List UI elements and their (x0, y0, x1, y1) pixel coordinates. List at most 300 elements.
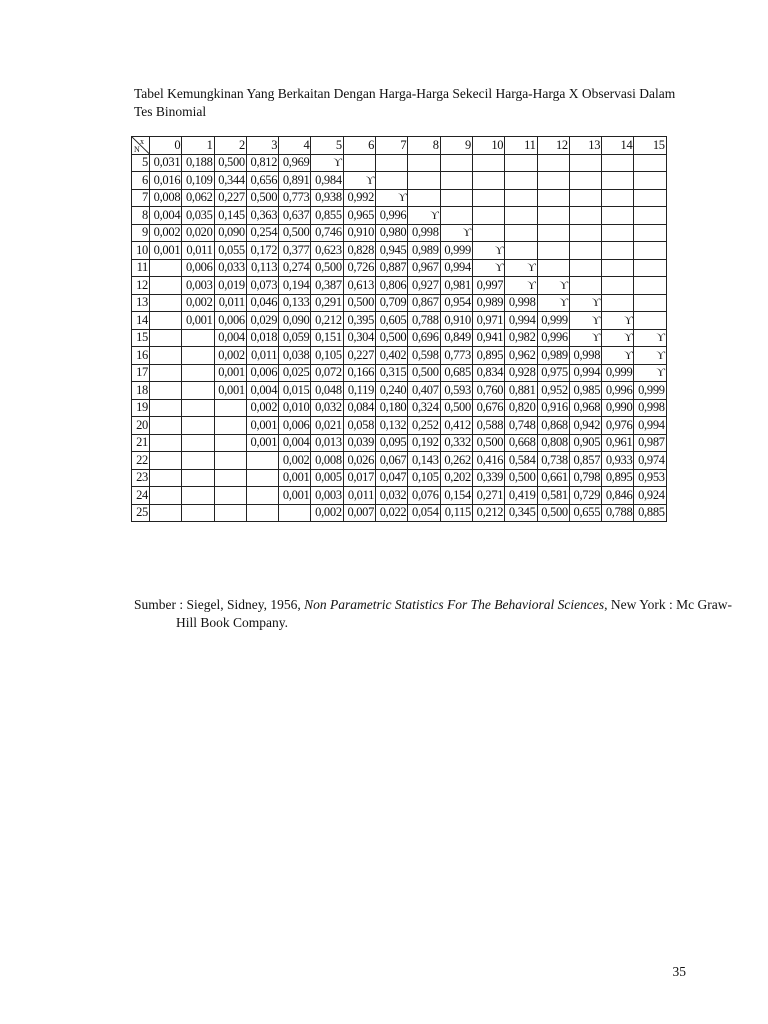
header-x-3: 3 (246, 137, 278, 155)
row-n-label: 7 (132, 189, 150, 207)
table-cell: 0,500 (472, 434, 504, 452)
header-x-13: 13 (569, 137, 601, 155)
table-cell (214, 399, 246, 417)
table-cell (150, 312, 182, 330)
table-cell (182, 469, 214, 487)
table-row (132, 312, 667, 330)
table-cell (537, 259, 569, 277)
table-cell: 0,315 (376, 364, 408, 382)
table-cell (214, 434, 246, 452)
table-cell: 0,304 (343, 329, 375, 347)
table-cell (602, 172, 634, 190)
table-cell: 0,500 (343, 294, 375, 312)
table-cell: 0,945 (376, 242, 408, 260)
table-cell: 0,746 (311, 224, 343, 242)
table-row (132, 364, 667, 382)
table-cell: 0,076 (408, 487, 440, 505)
table-cell: 0,001 (279, 469, 311, 487)
table-cell: 0,967 (408, 259, 440, 277)
table-cell (182, 452, 214, 470)
table-cell: 0,992 (343, 189, 375, 207)
table-cell: 0,035 (182, 207, 214, 225)
table-cell: 0,025 (279, 364, 311, 382)
table-cell: 0,073 (246, 277, 278, 295)
table-cell: 0,395 (343, 312, 375, 330)
row-n-label: 6 (132, 172, 150, 190)
row-n-label: 5 (132, 154, 150, 172)
table-cell: 0,738 (537, 452, 569, 470)
table-cell: 0,500 (311, 259, 343, 277)
table-cell: 0,018 (246, 329, 278, 347)
table-cell: 0,072 (311, 364, 343, 382)
table-cell (505, 242, 537, 260)
table-cell (569, 189, 601, 207)
source-suffix: , New York : Mc Graw-Hill Book Company. (176, 597, 732, 630)
table-cell: 0,154 (440, 487, 472, 505)
table-cell: 0,419 (505, 487, 537, 505)
table-cell: 0,812 (246, 154, 278, 172)
table-cell (569, 277, 601, 295)
table-cell: 0,605 (376, 312, 408, 330)
table-cell (537, 172, 569, 190)
table-cell: 0,910 (343, 224, 375, 242)
table-cell: 0,412 (440, 417, 472, 435)
table-cell: 0,003 (311, 487, 343, 505)
table-row (132, 242, 667, 260)
table-cell: 0,773 (440, 347, 472, 365)
table-cell: 0,132 (376, 417, 408, 435)
source-citation (134, 596, 736, 632)
table-cell: 0,002 (150, 224, 182, 242)
table-cell: 0,332 (440, 434, 472, 452)
table-cell: 0,006 (246, 364, 278, 382)
table-cell: 0,998 (634, 399, 666, 417)
table-cell (150, 329, 182, 347)
header-x-4: 4 (279, 137, 311, 155)
table-cell: 0,227 (214, 189, 246, 207)
table-cell: 0,344 (214, 172, 246, 190)
table-cell: 0,676 (472, 399, 504, 417)
table-cell (602, 207, 634, 225)
table-cell (537, 242, 569, 260)
row-n-label: 10 (132, 242, 150, 260)
table-cell: ϒ (311, 154, 343, 172)
table-cell: 0,105 (408, 469, 440, 487)
table-cell: 0,976 (602, 417, 634, 435)
table-cell (150, 294, 182, 312)
table-cell (472, 172, 504, 190)
corner-n-label: N (134, 144, 140, 154)
table-cell (472, 224, 504, 242)
table-cell: ϒ (505, 259, 537, 277)
table-row (132, 452, 667, 470)
table-cell: 0,015 (279, 382, 311, 400)
table-row (132, 189, 667, 207)
table-cell (440, 172, 472, 190)
table-cell: 0,623 (311, 242, 343, 260)
table-cell: 0,773 (279, 189, 311, 207)
table-cell: 0,895 (602, 469, 634, 487)
table-cell (537, 154, 569, 172)
table-cell: 0,008 (311, 452, 343, 470)
table-cell: 0,212 (472, 504, 504, 522)
row-n-label: 12 (132, 277, 150, 295)
table-row (132, 417, 667, 435)
row-n-label: 15 (132, 329, 150, 347)
table-cell (150, 399, 182, 417)
table-cell (150, 452, 182, 470)
table-row (132, 277, 667, 295)
row-n-label: 13 (132, 294, 150, 312)
table-cell (537, 224, 569, 242)
table-cell: 0,407 (408, 382, 440, 400)
table-cell: 0,849 (440, 329, 472, 347)
row-n-label: 22 (132, 452, 150, 470)
table-cell: 0,729 (569, 487, 601, 505)
page-number: 35 (672, 964, 686, 979)
table-cell: 0,910 (440, 312, 472, 330)
table-cell: 0,001 (246, 417, 278, 435)
table-cell (472, 207, 504, 225)
table-cell (182, 417, 214, 435)
table-cell: 0,047 (376, 469, 408, 487)
table-cell (408, 172, 440, 190)
table-cell: 0,924 (634, 487, 666, 505)
row-n-label: 16 (132, 347, 150, 365)
source-prefix: Sumber : Siegel, Sidney, 1956, (134, 597, 305, 612)
table-cell: 0,500 (408, 364, 440, 382)
table-cell: 0,820 (505, 399, 537, 417)
table-cell (214, 504, 246, 522)
table-cell: 0,998 (408, 224, 440, 242)
table-cell: 0,867 (408, 294, 440, 312)
table-cell: ϒ (537, 294, 569, 312)
table-cell: 0,500 (505, 469, 537, 487)
table-cell: 0,933 (602, 452, 634, 470)
table-cell: 0,962 (505, 347, 537, 365)
header-x-6: 6 (343, 137, 375, 155)
table-cell: 0,999 (440, 242, 472, 260)
table-cell: 0,996 (602, 382, 634, 400)
table-cell (440, 154, 472, 172)
table-row (132, 399, 667, 417)
table-cell: 0,974 (634, 452, 666, 470)
table-row (132, 434, 667, 452)
table-cell (634, 224, 666, 242)
table-cell (150, 277, 182, 295)
corner-x-label: x (140, 137, 144, 146)
table-cell (634, 172, 666, 190)
table-cell: 0,016 (150, 172, 182, 190)
table-cell: ϒ (634, 329, 666, 347)
table-cell (569, 154, 601, 172)
table-cell: 0,227 (343, 347, 375, 365)
table-cell: 0,387 (311, 277, 343, 295)
table-cell: 0,008 (150, 189, 182, 207)
table-cell (343, 154, 375, 172)
row-n-label: 25 (132, 504, 150, 522)
table-cell: 0,022 (376, 504, 408, 522)
table-cell: 0,031 (150, 154, 182, 172)
table-cell: 0,005 (311, 469, 343, 487)
table-cell: 0,760 (472, 382, 504, 400)
table-cell: 0,987 (634, 434, 666, 452)
table-cell: 0,990 (602, 399, 634, 417)
table-cell (246, 469, 278, 487)
table-cell: 0,007 (343, 504, 375, 522)
header-x-2: 2 (214, 137, 246, 155)
table-cell (602, 294, 634, 312)
table-cell: 0,038 (279, 347, 311, 365)
table-cell: 0,726 (343, 259, 375, 277)
table-cell: 0,637 (279, 207, 311, 225)
table-cell: 0,927 (408, 277, 440, 295)
table-cell: 0,002 (279, 452, 311, 470)
table-cell: 0,067 (376, 452, 408, 470)
table-cell (505, 189, 537, 207)
table-cell: 0,984 (311, 172, 343, 190)
table-row (132, 504, 667, 522)
table-cell (537, 189, 569, 207)
table-row (132, 469, 667, 487)
header-x-15: 15 (634, 137, 666, 155)
table-cell: 0,668 (505, 434, 537, 452)
table-cell: 0,363 (246, 207, 278, 225)
table-cell: ϒ (505, 277, 537, 295)
table-cell (150, 434, 182, 452)
table-cell: 0,834 (472, 364, 504, 382)
table-cell: ϒ (602, 329, 634, 347)
table-cell: 0,115 (440, 504, 472, 522)
table-cell (214, 487, 246, 505)
table-cell: 0,981 (440, 277, 472, 295)
table-cell: 0,151 (311, 329, 343, 347)
table-cell (150, 487, 182, 505)
table-cell: 0,017 (343, 469, 375, 487)
table-cell: 0,172 (246, 242, 278, 260)
table-cell: ϒ (472, 242, 504, 260)
table-cell (634, 207, 666, 225)
table-row (132, 487, 667, 505)
source-book-title: Non Parametric Statistics For The Behavioral Sciences (304, 597, 605, 612)
table-cell: 0,029 (246, 312, 278, 330)
table-cell (214, 417, 246, 435)
table-cell: 0,004 (214, 329, 246, 347)
table-cell: 0,999 (537, 312, 569, 330)
header-x-10: 10 (472, 137, 504, 155)
table-cell: 0,055 (214, 242, 246, 260)
table-cell: 0,916 (537, 399, 569, 417)
table-cell: 0,090 (279, 312, 311, 330)
corner-cell (132, 137, 150, 155)
table-cell: 0,240 (376, 382, 408, 400)
table-cell: 0,324 (408, 399, 440, 417)
row-n-label: 23 (132, 469, 150, 487)
table-cell: 0,054 (408, 504, 440, 522)
table-cell (569, 172, 601, 190)
table-cell: ϒ (569, 294, 601, 312)
table-cell: 0,021 (311, 417, 343, 435)
table-cell: 0,868 (537, 417, 569, 435)
table-cell (569, 242, 601, 260)
table-cell: 0,942 (569, 417, 601, 435)
table-cell: 0,113 (246, 259, 278, 277)
table-cell: ϒ (569, 312, 601, 330)
row-n-label: 8 (132, 207, 150, 225)
table-cell: 0,145 (214, 207, 246, 225)
table-cell: 0,194 (279, 277, 311, 295)
table-cell: 0,994 (440, 259, 472, 277)
table-cell: ϒ (602, 312, 634, 330)
table-cell: 0,500 (279, 224, 311, 242)
table-cell: 0,952 (537, 382, 569, 400)
table-cell (569, 207, 601, 225)
table-cell: 0,046 (246, 294, 278, 312)
table-cell (182, 382, 214, 400)
table-cell: 0,011 (182, 242, 214, 260)
table-cell: 0,011 (214, 294, 246, 312)
table-cell: 0,002 (246, 399, 278, 417)
table-cell: 0,969 (279, 154, 311, 172)
table-cell (150, 382, 182, 400)
table-cell: 0,105 (311, 347, 343, 365)
table-cell (182, 364, 214, 382)
table-cell: 0,941 (472, 329, 504, 347)
table-cell: 0,996 (537, 329, 569, 347)
table-cell: 0,133 (279, 294, 311, 312)
table-cell: 0,109 (182, 172, 214, 190)
table-cell: 0,581 (537, 487, 569, 505)
table-cell: 0,006 (279, 417, 311, 435)
table-cell: 0,119 (343, 382, 375, 400)
table-cell: 0,001 (214, 382, 246, 400)
header-x-1: 1 (182, 137, 214, 155)
row-n-label: 21 (132, 434, 150, 452)
table-cell: 0,500 (376, 329, 408, 347)
table-cell: 0,010 (279, 399, 311, 417)
table-row (132, 347, 667, 365)
table-cell (246, 504, 278, 522)
table-cell: 0,798 (569, 469, 601, 487)
table-cell: 0,377 (279, 242, 311, 260)
table-cell: 0,084 (343, 399, 375, 417)
table-cell: 0,846 (602, 487, 634, 505)
table-cell: 0,997 (472, 277, 504, 295)
table-cell (279, 504, 311, 522)
table-cell: 0,885 (634, 504, 666, 522)
table-cell (376, 154, 408, 172)
table-cell (602, 154, 634, 172)
table-cell: 0,180 (376, 399, 408, 417)
table-cell: 0,048 (311, 382, 343, 400)
table-cell: 0,004 (246, 382, 278, 400)
row-n-label: 20 (132, 417, 150, 435)
table-cell (246, 487, 278, 505)
table-cell: 0,999 (634, 382, 666, 400)
table-cell (569, 259, 601, 277)
table-row (132, 294, 667, 312)
table-cell: 0,806 (376, 277, 408, 295)
table-cell (634, 259, 666, 277)
table-row (132, 154, 667, 172)
table-cell: 0,709 (376, 294, 408, 312)
table-cell: 0,998 (569, 347, 601, 365)
table-cell: 0,994 (634, 417, 666, 435)
table-cell: 0,262 (440, 452, 472, 470)
table-cell (182, 399, 214, 417)
table-cell (634, 312, 666, 330)
table-cell: 0,975 (537, 364, 569, 382)
header-x-0: 0 (150, 137, 182, 155)
table-cell: ϒ (343, 172, 375, 190)
table-cell (634, 294, 666, 312)
table-cell (150, 469, 182, 487)
table-cell: 0,001 (279, 487, 311, 505)
table-cell: 0,416 (472, 452, 504, 470)
header-row (132, 137, 667, 155)
table-cell (440, 207, 472, 225)
table-cell: 0,584 (505, 452, 537, 470)
table-cell: 0,982 (505, 329, 537, 347)
table-cell: 0,271 (472, 487, 504, 505)
header-x-5: 5 (311, 137, 343, 155)
table-cell: 0,402 (376, 347, 408, 365)
table-cell: ϒ (602, 347, 634, 365)
table-cell: 0,828 (343, 242, 375, 260)
table-cell: 0,881 (505, 382, 537, 400)
row-n-label: 11 (132, 259, 150, 277)
table-cell (182, 329, 214, 347)
table-cell: 0,895 (472, 347, 504, 365)
table-cell: 0,989 (408, 242, 440, 260)
table-cell: 0,062 (182, 189, 214, 207)
table-cell: ϒ (537, 277, 569, 295)
table-row (132, 224, 667, 242)
header-x-9: 9 (440, 137, 472, 155)
table-cell: 0,033 (214, 259, 246, 277)
table-cell: 0,004 (279, 434, 311, 452)
table-cell: 0,953 (634, 469, 666, 487)
table-cell: ϒ (634, 347, 666, 365)
table-cell: 0,032 (376, 487, 408, 505)
table-cell: 0,980 (376, 224, 408, 242)
table-cell: 0,788 (602, 504, 634, 522)
table-cell (150, 259, 182, 277)
table-cell: 0,011 (246, 347, 278, 365)
table-cell (150, 417, 182, 435)
table-cell: 0,026 (343, 452, 375, 470)
table-cell: 0,002 (182, 294, 214, 312)
table-cell (634, 154, 666, 172)
table-row (132, 329, 667, 347)
table-cell: 0,996 (376, 207, 408, 225)
table-cell: 0,274 (279, 259, 311, 277)
table-cell (182, 347, 214, 365)
table-cell: 0,001 (150, 242, 182, 260)
table-cell (505, 172, 537, 190)
table-cell (602, 224, 634, 242)
table-cell: 0,961 (602, 434, 634, 452)
table-cell: 0,254 (246, 224, 278, 242)
row-n-label: 14 (132, 312, 150, 330)
table-cell (150, 364, 182, 382)
table-cell: 0,019 (214, 277, 246, 295)
table-cell: 0,989 (472, 294, 504, 312)
table-cell: 0,004 (150, 207, 182, 225)
header-x-12: 12 (537, 137, 569, 155)
table-cell: ϒ (376, 189, 408, 207)
table-cell: 0,006 (182, 259, 214, 277)
